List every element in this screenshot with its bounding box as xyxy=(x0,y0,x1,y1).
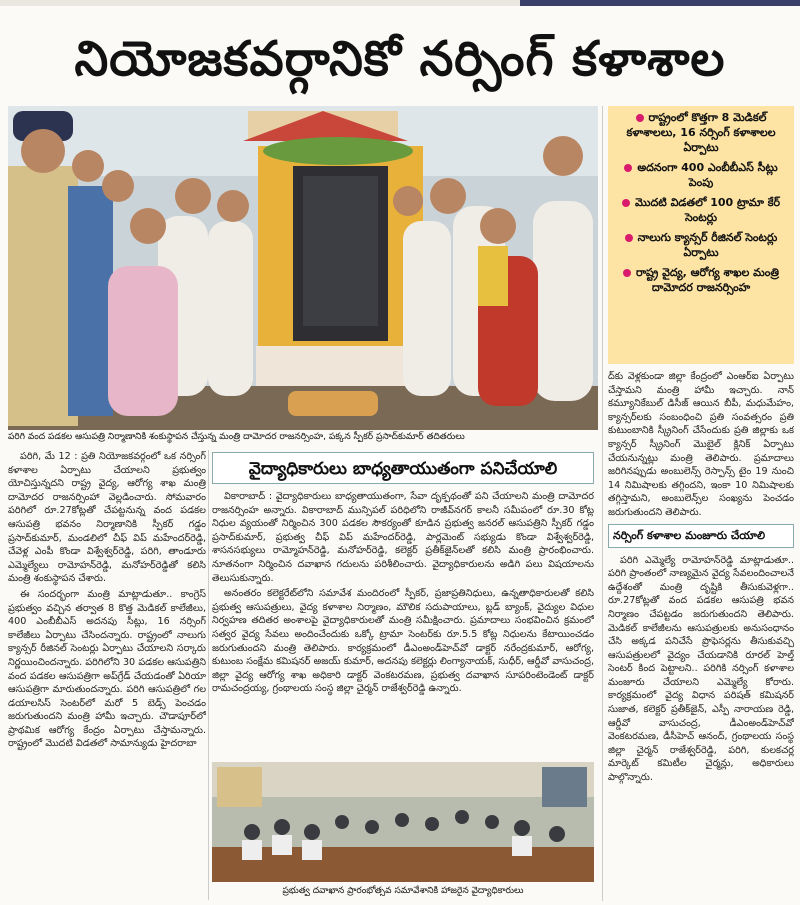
highlight-item: నాలుగు క్యాన్సర్ రీజినల్ సెంటర్లు ఏర్పాటు xyxy=(614,230,788,260)
paragraph: ఈ సందర్భంగా మంత్రి మాట్లాడుతూ.. కాంగ్రెస్ ప్రభుత్వం వచ్చిన తర్వాత 8 కొత్త మెడికల్ కాలేజీలు, 400 ఎంబీబీఎస్ అదనపు సీట్లు, 16 నర్సింగ్ కాలేజీలు ఏర్పాటు చేసిందన్నారు. రాష్ట్రంలో నాలుగు క్యాన్సర్ రీజినల్ సెంటర్లు ఏర్పాటు చేయాలని సర్కారు నిర్ణయించిందన్నారు. పరిగిలోని 30 పడకల ఆసుపత్రిని వంద పడకల ఆసుపత్రిగా అప్‌గ్రేడ్ చేయడంతో ఏరియా ఆసుపత్రిగా మారుతుందన్నారు. పరిగి ఆసుపత్రిలో గల డయాలసిస్ సెంటర్‌లో మరో 5 బెడ్స్ పెంచడం జరుగుతుందని మంత్రి హామీ ఇచ్చారు. చౌడాపూర్‌లో ప్రాథమిక ఆరోగ్య కేంద్రం ఏర్పాటు చేస్తామన్నారు. రాష్ట్రంలో మొదటి విడతలో సామాన్యుడు హైదరాబా xyxy=(8,588,206,750)
bullet-icon xyxy=(625,234,633,242)
highlight-item: రాష్ట్రంలో కొత్తగా 8 మెడికల్ కళాశాలలు, 16 నర్సింగ్ కళాశాలల ఏర్పాటు xyxy=(626,111,776,154)
column-divider xyxy=(602,106,603,901)
highlight-item: అదనంగా 400 ఎంబీబీఎస్ సీట్లు పెంపు xyxy=(614,160,788,190)
article-column-1 xyxy=(8,450,206,900)
column-divider xyxy=(208,450,209,900)
top-strip xyxy=(0,0,800,6)
paragraph: అనంతరం కలెక్టరేట్‌లోని సమావేశ మందిరంలో స్పీకర్, ప్రజాప్రతినిధులు, ఉన్నతాధికారులతో కలిసి ప్రభుత్వ ఆసుపత్రులు, వైద్య కళాశాల నిర్మాణం, మౌలిక సదుపాయాలు, బ్లడ్ బ్యాంక్, వైద్యుల విధుల నిర్వహణ తదితర అంశాలపై వైద్యాధికారులతో మంత్రి సమీక్షించారు. ప్రమాదాలు సంభవించిన క్రమంలో సత్వర వైద్య సేవలు అందించేందుకు ఒక్కో ట్రామా సెంటర్‌కు రూ.5.5 కోట్ల నిధులను కేటాయించడం జరుగుతుందని మంత్రి తెలిపారు. కార్యక్రమంలో డీఎంఅండ్‌హెచ్‌వో డాక్టర్ నరేంద్రకుమార్, ఆరోగ్య, కుటుంబ సంక్షేమ కమిషనర్ అజయ్ కుమార్, అదనపు కలెక్టర్లు లింగ్యానాయక్, సుధీర్, ఆర్డీవో వాసుచంద్ర, జిల్లా వైద్య ఆరోగ్య శాఖ అధికారి డాక్టర్ వెంకటరమణ, ప్రభుత్వ దవాఖాన సూపరింటెండెంట్ డాక్టర్ రామచంద్రయ్య, గ్రంథాలయ సంస్థ జిల్లా చైర్మన్ రాజేశ్వర్‌రెడ్డి ఉన్నారు. xyxy=(212,588,594,695)
bullet-icon xyxy=(622,199,630,207)
meeting-photo xyxy=(212,762,594,882)
bullet-icon xyxy=(623,269,631,277)
main-photo-caption: పరిగి వంద పడకల ఆసుపత్రి నిర్మాణానికి శంకుస్థాపన చేస్తున్న మంత్రి దామోదర రాజనర్సింహ, పక్కన స్పీకర్ ప్రసాద్‌కుమార్ తదితరులు xyxy=(8,430,598,444)
subheading-nursing-college: నర్సింగ్ కళాశాల మంజూరు చేయాలి xyxy=(608,524,794,548)
meeting-photo-caption: ప్రభుత్వ దవాఖాన ప్రారంభోత్సవ సమావేశానికి హాజరైన వైద్యాధికారులు xyxy=(282,886,524,896)
highlights-box xyxy=(608,106,794,364)
main-photo xyxy=(8,106,598,430)
highlight-item: రాష్ట్ర వైద్య, ఆరోగ్య శాఖల మంత్రి దామోదర రాజనర్సింహ xyxy=(614,265,788,295)
subheading-officials: వైద్యాధికారులు బాధ్యతాయుతంగా పనిచేయాలి xyxy=(212,452,594,484)
bullet-icon xyxy=(636,114,644,122)
bullet-icon xyxy=(624,164,632,172)
paragraph: పరిగి ఎమ్మెల్యే రామోహన్‌రెడ్డి మాట్లాడుతూ.. పరిగి ప్రాంతంలో నాణ్యమైన వైద్య సేవలందించాలనే ఉద్దేశంతో మంత్రి దృష్టికి తీసుకువెళ్లగా.. రూ.27కోట్లతో వంద పడకల ఆసుపత్రి భవన నిర్మాణం చేపట్టడం జరుగుతుందని తెలిపారు. మెడికల్ కాలేజీలను ఆసుపత్రులకు అనుసంధానం చేసి అక్కడ పనిచేసే ప్రొఫెసర్లను తీసుకువచ్చి ఆసుపత్రులలో వైద్యం చేయడానికి రూరల్ హెల్త్ సెంటర్ కింద పెట్టాలని.. పరిగికి నర్సింగ్ కళాశాల మంజూరు చేయాలని ఎమ్మెల్యే కోరారు. కార్యక్రమంలో వైద్య విధాన పరిషత్ కమిషనర్ సుజాత, కలెక్టర్ ప్రతీక్‌జైన్, ఎస్పీ నారాయణ రెడ్డి, ఆర్డీవో వాసుచంద్ర, డీఎంఅండ్‌హెచ్‌వో వెంకటరమణ, డీసీహెచ్ ఆనంద్, గ్రంథాలయ సంస్థ జిల్లా చైర్మన్ రాజేశ్వర్‌రెడ్డి, పరిగి, కులకచర్ల మార్కెట్ కమిటీల చైర్మన్లు, అధికారులు పాల్గొన్నారు. xyxy=(608,554,794,784)
headline: నియోజకవర్గానికో నర్సింగ్ కళాశాల xyxy=(74,31,726,87)
article-column-3 xyxy=(608,370,794,900)
highlight-item: మొదటి విడతలో 100 ట్రామా కేర్ సెంటర్లు xyxy=(614,195,788,225)
paragraph: వికారాబాద్ : వైద్యాధికారులు బాధ్యతాయుతంగా, సేవా దృక్పథంతో పని చేయాలని మంత్రి దామోదర రాజనర్సింహ అన్నారు. వికారాబాద్ మున్సిపల్ పరిధిలోని రాజీవ్‌నగర్ కాలనీ సమీపంలో రూ.30 కోట్ల నిధుల వ్యయంతో నిర్మించిన 300 పడకల సౌకర్యంతో కూడిన ప్రభుత్వ జనరల్ ఆసుపత్రిని స్పీకర్ గడ్డం ప్రసాద్‌కుమార్, ప్రభుత్వ చీఫ్ విప్ మహేందర్‌రెడ్డి, పార్లమెంట్ సభ్యుడు కొండా విశ్వేశ్వర్‌రెడ్డి, శాసనసభ్యులు రామ్మోహన్‌రెడ్డి, మనోహర్‌రెడ్డి, కలెక్టర్ ప్రతీక్‌జైన్‌లతో కలిసి మంత్రి ప్రారంభించారు. నూతనంగా నిర్మించిన దవాఖాన గదులను పరిశీలించారు. వైద్యాధికారులను అడిగి పలు విషయాలను తెలుసుకున్నారు. xyxy=(212,491,594,584)
article-column-2 xyxy=(212,490,594,758)
paragraph: పరిగి, మే 12 : ప్రతి నియోజకవర్గంలో ఒక నర్సింగ్ కళాశాల ఏర్పాటు చేయాలని ప్రభుత్వం యోచిస్తున్నదని రాష్ట్ర వైద్య, ఆరోగ్య శాఖ మంత్రి దామోదర రాజనర్సింహా వెల్లడించారు. సోమవారం పరిగిలో రూ.27కోట్లతో చేపట్టనున్న వంద పడకల ఆసుపత్రి భవనం నిర్మాణానికి స్పీకర్ గడ్డం ప్రసాద్‌కుమార్, మండలిలో చీఫ్ విప్ మహేందర్‌రెడ్డి, చేవెళ్ల ఎంపీ కొండా విశ్వేశ్వర్‌రెడ్డి, పరిగి, తాండూరు ఎమ్మెల్యేలు రామోహన్‌రెడ్డి, మనోహర్‌రెడ్డితో కలిసి మంత్రి శంకుస్థాపన చేశారు. xyxy=(8,451,206,585)
paragraph: ద్‌కు వెళ్లకుండా జిల్లా కేంద్రంలో ఎంఆర్‌ఐ ఏర్పాటు చేస్తామని మంత్రి హామీ ఇచ్చారు. నాన్ కమ్యూనికేబుల్ డిసీజ్ ఆయిన బీపీ, మధుమేహం, క్యాన్సర్‌లకు సంబంధించి ప్రతి సంవత్సరం ప్రతి కుటుంబానికి స్క్రీనింగ్ చేసేందుకు ప్రతి జిల్లాకు ఒక క్యాన్సర్ స్క్రీనింగ్ మొబైల్ క్లినిక్ ఏర్పాటు చేయనున్నట్లు మంత్రి తెలిపారు. ప్రమాదాలు జరిగినప్పుడు అంబులెన్స్ రెస్పాన్స్ టైం 19 నుంచి 14 నిమిషాలకు తగ్గిందని, ఇంకా 10 నిమిషాలకు తగ్గిస్తామని, అంబులెన్స్‌ల సంఖ్యను పెంచడం జరుగుతుందని తెలిపారు. xyxy=(608,371,794,518)
